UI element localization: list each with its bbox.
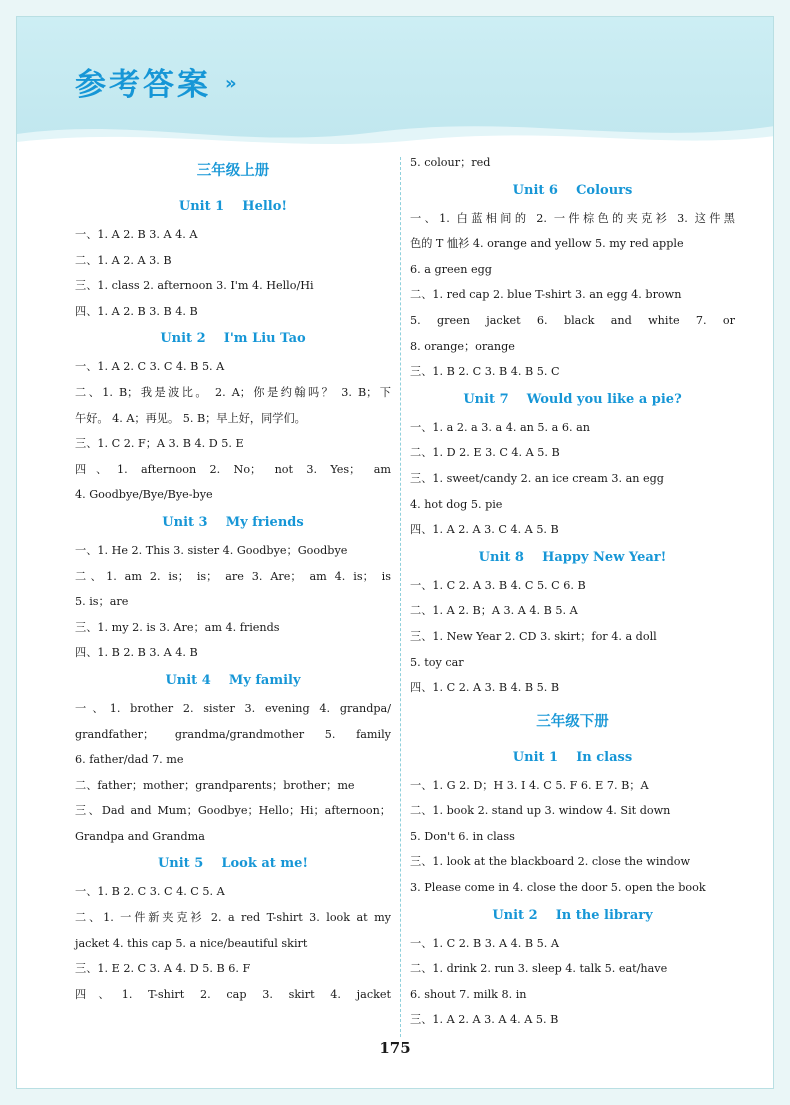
answer-line: 一、1. A 2. B 3. A 4. A (75, 228, 198, 241)
grade-heading: 三年级上册 (196, 163, 270, 179)
answer-line: 三、1. sweet/candy 2. an ice cream 3. an egg (410, 471, 664, 485)
unit-heading: Unit 1 In class (512, 749, 633, 765)
answer-line: 8. orange；orange (410, 339, 515, 353)
wave-decoration (17, 112, 774, 152)
answer-line: 6. shout 7. milk 8. in (410, 987, 527, 1001)
unit-heading: Unit 7 Would you like a pie? (463, 391, 682, 407)
answer-line: 二、1. A 2. A 3. B (75, 253, 172, 267)
answer-line: 5. colour；red (410, 156, 491, 169)
answer-line: 午好。 4. A；再见。 5. B；早上好，同学们。 (75, 411, 306, 425)
unit-heading: Unit 3 My friends (162, 514, 304, 530)
answer-line: 一、1. C 2. A 3. B 4. C 5. C 6. B (410, 578, 586, 592)
left-column (75, 150, 391, 1007)
column-divider (400, 157, 401, 1037)
answer-line: 四、1. afternoon 2. No； not 3. Yes； am (75, 462, 391, 476)
page-frame (16, 16, 774, 1089)
answer-line: 色的 T 恤衫 4. orange and yellow 5. my red apple (410, 237, 684, 251)
answer-line: 二、1. A 2. B；A 3. A 4. B 5. A (410, 604, 578, 618)
answer-line: 三、1. B 2. C 3. B 4. B 5. C (410, 365, 560, 379)
answer-line: 四、1. A 2. A 3. C 4. A 5. B (410, 523, 559, 537)
unit-heading: Unit 6 Colours (512, 182, 633, 198)
answer-line: jacket 4. this cap 5. a nice/beautiful skirt (75, 936, 308, 950)
answer-line: 三、1. C 2. F；A 3. B 4. D 5. E (75, 437, 244, 451)
answer-line: 三、1. look at the blackboard 2. close the window (410, 855, 691, 869)
answer-line: 三、1. my 2. is 3. Are；am 4. friends (75, 620, 280, 634)
answer-line: 二、1. B；我是波比。 2. A；你是约翰吗？ 3. B；下 (75, 385, 391, 399)
answer-line: Grandpa and Grandma (75, 829, 205, 843)
page-title: 参考答案 (75, 67, 211, 103)
answer-line: grandfather； grandma/grandmother 5. family (75, 727, 391, 741)
unit-heading: Unit 4 My family (165, 672, 301, 688)
answer-line: 一、1. C 2. B 3. A 4. B 5. A (410, 936, 559, 950)
answer-line: 一、1. B 2. C 3. C 4. C 5. A (75, 885, 225, 899)
right-column (410, 150, 735, 1033)
answer-line: 二、1. 一件新夹克衫 2. a red T-shirt 3. look at my (75, 911, 391, 925)
answer-line: 二、father；mother；grandparents；brother；me (75, 778, 355, 792)
answer-line: 二、1. red cap 2. blue T-shirt 3. an egg 4. brown (410, 288, 682, 302)
answer-line: 一、1. A 2. C 3. C 4. B 5. A (75, 360, 225, 374)
answer-line: 3. Please come in 4. close the door 5. open the book (410, 881, 706, 895)
answer-line: 5. Don't 6. in class (410, 829, 515, 843)
answer-line: 三、1. E 2. C 3. A 4. D 5. B 6. F (75, 962, 251, 976)
answer-line: 一、1. He 2. This 3. sister 4. Goodbye；Goodbye (75, 543, 348, 557)
answer-line: 三、1. New Year 2. CD 3. skirt；for 4. a doll (410, 629, 657, 643)
answer-line: 四、1. B 2. B 3. A 4. B (75, 646, 198, 660)
grade-heading: 三年级下册 (536, 713, 609, 730)
answer-line: 二、1. drink 2. run 3. sleep 4. talk 5. eat/have (410, 962, 668, 976)
answer-line: 4. hot dog 5. pie (410, 497, 503, 511)
answer-line: 四、1. A 2. B 3. B 4. B (75, 304, 198, 318)
answer-line: 5. green jacket 6. black and white 7. or (410, 313, 735, 327)
unit-heading: Unit 5 Look at me! (157, 856, 309, 872)
answer-line: 四、1. T-shirt 2. cap 3. skirt 4. jacket (75, 987, 391, 1001)
answer-line: 5. is；are (75, 595, 129, 609)
answer-line: 一、1. brother 2. sister 3. evening 4. grandpa/ (75, 701, 391, 715)
answer-line: 三、1. class 2. afternoon 3. I'm 4. Hello/Hi (75, 279, 314, 293)
answer-line: 四、1. C 2. A 3. B 4. B 5. B (410, 681, 560, 695)
unit-heading: Unit 8 Happy New Year! (478, 549, 667, 565)
answer-line: 6. father/dad 7. me (75, 753, 184, 767)
answer-line: 一、1. a 2. a 3. a 4. an 5. a 6. an (410, 420, 590, 434)
answer-line: 二、1. book 2. stand up 3. window 4. Sit down (410, 804, 671, 818)
answer-line: 5. toy car (410, 655, 464, 669)
unit-heading: Unit 2 In the library (492, 907, 653, 923)
answer-line: 三、Dad and Mum；Goodbye；Hello；Hi；afternoon； (75, 804, 391, 818)
page-number: 175 (379, 1039, 411, 1057)
answer-line: 6. a green egg (410, 262, 492, 276)
double-chevron-icon: » (225, 73, 237, 94)
unit-heading: Unit 2 I'm Liu Tao (160, 331, 306, 347)
answer-line: 一、1. 白蓝相间的 2. 一件棕色的夹克衫 3. 这件黑 (410, 211, 735, 225)
answer-line: 4. Goodbye/Bye/Bye-bye (75, 488, 213, 502)
answer-line: 一、1. G 2. D；H 3. I 4. C 5. F 6. E 7. B；A (410, 778, 649, 792)
unit-heading: Unit 1 Hello! (178, 199, 288, 214)
answer-line: 二、1. am 2. is； is； are 3. Are； am 4. is； is (75, 569, 391, 583)
answer-line: 二、1. D 2. E 3. C 4. A 5. B (410, 446, 560, 460)
answer-line: 三、1. A 2. A 3. A 4. A 5. B (410, 1013, 559, 1027)
